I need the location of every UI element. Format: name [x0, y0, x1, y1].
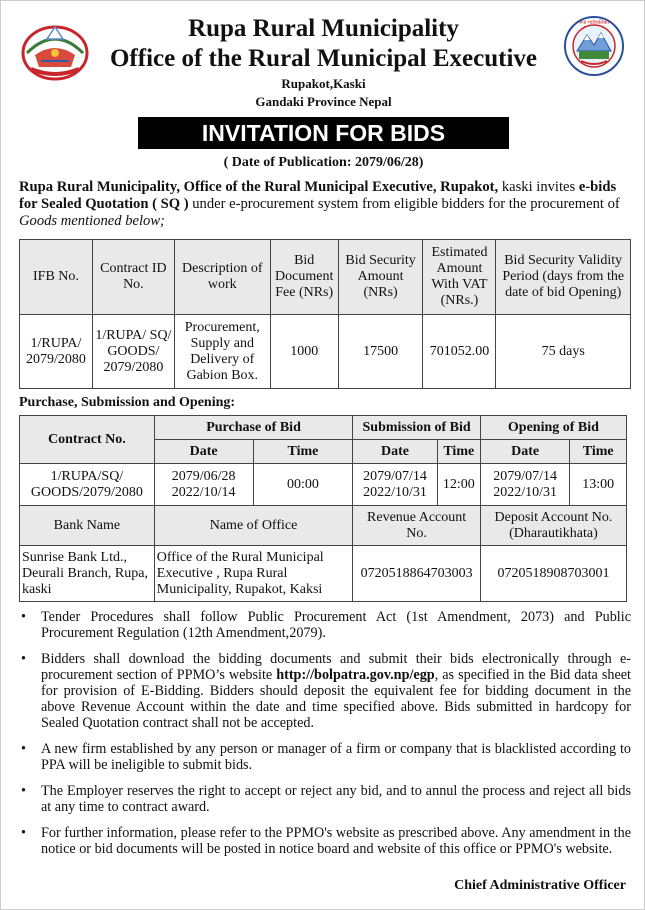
bank-name-header: Bank Name: [20, 506, 155, 546]
intro-bold-2: e-bids for Sealed Quotation ( SQ ): [19, 179, 617, 212]
section-title: Purchase, Submission and Opening:: [19, 395, 236, 410]
submission-header: Submission of Bid: [353, 416, 481, 440]
estimated-amount-cell: 701052.00: [423, 315, 496, 389]
bullet-icon: •: [21, 609, 26, 625]
opening-date-header: Date: [480, 440, 570, 464]
municipality-title: Rupa Rural Municipality: [188, 15, 459, 42]
publication-date: ( Date of Publication: 2079/06/28): [223, 155, 424, 170]
submission-date-header: Date: [353, 440, 437, 464]
condition-text: Bidders shall download the bidding documents and submit their bids electronically through e-procurement section of PPMO’s website: [41, 651, 631, 683]
list-item: [19, 741, 631, 773]
opening-time-header: Time: [570, 440, 627, 464]
bullet-icon: •: [21, 783, 26, 799]
intro-italic: Goods mentioned below;: [19, 213, 165, 229]
seal-text: रुपा गाउँपालिका: [579, 20, 609, 26]
revenue-account-cell: 0720518864703003: [353, 546, 481, 602]
estimated-amount-header: Estimated Amount With VAT (NRs.): [423, 240, 496, 315]
conditions-list: [19, 609, 631, 867]
condition-text: , as specified in the Bid data sheet for provision of E-Bidding. Bidders should deposit the equivalent fee for bidding document in the above Revenue Account within the date and time specified above. Bids submitted in hardcopy for Sealed Quotation contract shall not be accepted.: [41, 667, 631, 731]
bid-fee-cell: 1000: [270, 315, 338, 389]
bid-security-header: Bid Security Amount (NRs): [338, 240, 423, 315]
bullet-icon: •: [21, 741, 26, 757]
bid-fee-header: Bid Document Fee (NRs): [270, 240, 338, 315]
contract-id-header: Contract ID No.: [92, 240, 174, 315]
intro-text-2: under e-procurement system from eligible bidders for the procurement of: [188, 196, 620, 212]
bid-security-cell: 17500: [338, 315, 423, 389]
office-name-header: Name of Office: [154, 506, 353, 546]
address-line: Rupakot,Kaski: [281, 76, 366, 91]
opening-date-cell: 2079/07/14 2022/10/31: [480, 464, 570, 506]
deposit-account-header: Deposit Account No. (Dharautikhata): [480, 506, 626, 546]
condition-text: The Employer reserves the right to accept or reject any bid, and to annul the process and reject all bids at any time to contract award.: [41, 783, 631, 815]
description-header: Description of work: [174, 240, 270, 315]
office-title: Office of the Rural Municipal Executive: [109, 45, 537, 72]
condition-text: For further information, please refer to the PPMO's website as prescribed above. Any amendment in the notice or bid documents will be posted in notice board and website of this office or PPMO's website.: [41, 825, 631, 857]
table-row: [20, 464, 627, 506]
validity-cell: 75 days: [496, 315, 631, 389]
bank-name-cell: Sunrise Bank Ltd., Deurali Branch, Rupa, kaski: [20, 546, 155, 602]
table-row: [20, 315, 631, 389]
validity-header: Bid Security Validity Period (days from the date of bid Opening): [496, 240, 631, 315]
contract-no-cell: 1/RUPA/SQ/ GOODS/2079/2080: [20, 464, 155, 506]
purchase-time-header: Time: [253, 440, 353, 464]
intro-bold-1: Rupa Rural Municipality, Office of the Rural Municipal Executive, Rupakot,: [19, 179, 499, 195]
invitation-banner: INVITATION FOR BIDS: [138, 117, 509, 149]
purchase-time-cell: 00:00: [253, 464, 353, 506]
condition-text: Tender Procedures shall follow Public Procurement Act (1st Amendment, 2073) and Public Procurement Regulation (12th Amendment,2079).: [41, 609, 631, 641]
submission-date-cell: 2079/07/14 2022/10/31: [353, 464, 437, 506]
deposit-account-cell: 0720518908703001: [480, 546, 626, 602]
intro-paragraph: [19, 179, 631, 230]
bolpatra-link[interactable]: http://bolpatra.gov.np/egp: [276, 667, 435, 683]
list-item: [19, 609, 631, 641]
opening-time-cell: 13:00: [570, 464, 627, 506]
ifb-no-header: IFB No.: [20, 240, 93, 315]
office-name-cell: Office of the Rural Municipal Executive , Rupa Rural Municipality, Rupakot, Kaksi: [154, 546, 353, 602]
signature-title: Chief Administrative Officer: [454, 878, 626, 893]
ifb-no-cell: 1/RUPA/ 2079/2080: [20, 315, 93, 389]
purchase-header: Purchase of Bid: [154, 416, 353, 440]
purchase-date-header: Date: [154, 440, 253, 464]
purchase-date-cell: 2079/06/28 2022/10/14: [154, 464, 253, 506]
bullet-icon: •: [21, 825, 26, 841]
description-cell: Procurement, Supply and Delivery of Gabion Box.: [174, 315, 270, 389]
condition-text: A new firm established by any person or manager of a firm or company that is blacklisted according to PPA will be ineligible to submit bids.: [41, 741, 631, 773]
bullet-icon: •: [21, 651, 26, 667]
schedule-table: [19, 415, 627, 602]
list-item: [19, 651, 631, 731]
submission-time-header: Time: [437, 440, 480, 464]
opening-header: Opening of Bid: [480, 416, 626, 440]
intro-text-1: kaski invites: [498, 179, 579, 195]
contract-id-cell: 1/RUPA/ SQ/ GOODS/ 2079/2080: [92, 315, 174, 389]
list-item: [19, 783, 631, 815]
table-header-row: [20, 240, 631, 315]
table-row: [20, 546, 627, 602]
revenue-account-header: Revenue Account No.: [353, 506, 481, 546]
list-item: [19, 825, 631, 857]
province-line: Gandaki Province Nepal: [255, 94, 392, 109]
submission-time-cell: 12:00: [437, 464, 480, 506]
bid-details-table: [19, 239, 631, 389]
contract-no-header: Contract No.: [20, 416, 155, 464]
